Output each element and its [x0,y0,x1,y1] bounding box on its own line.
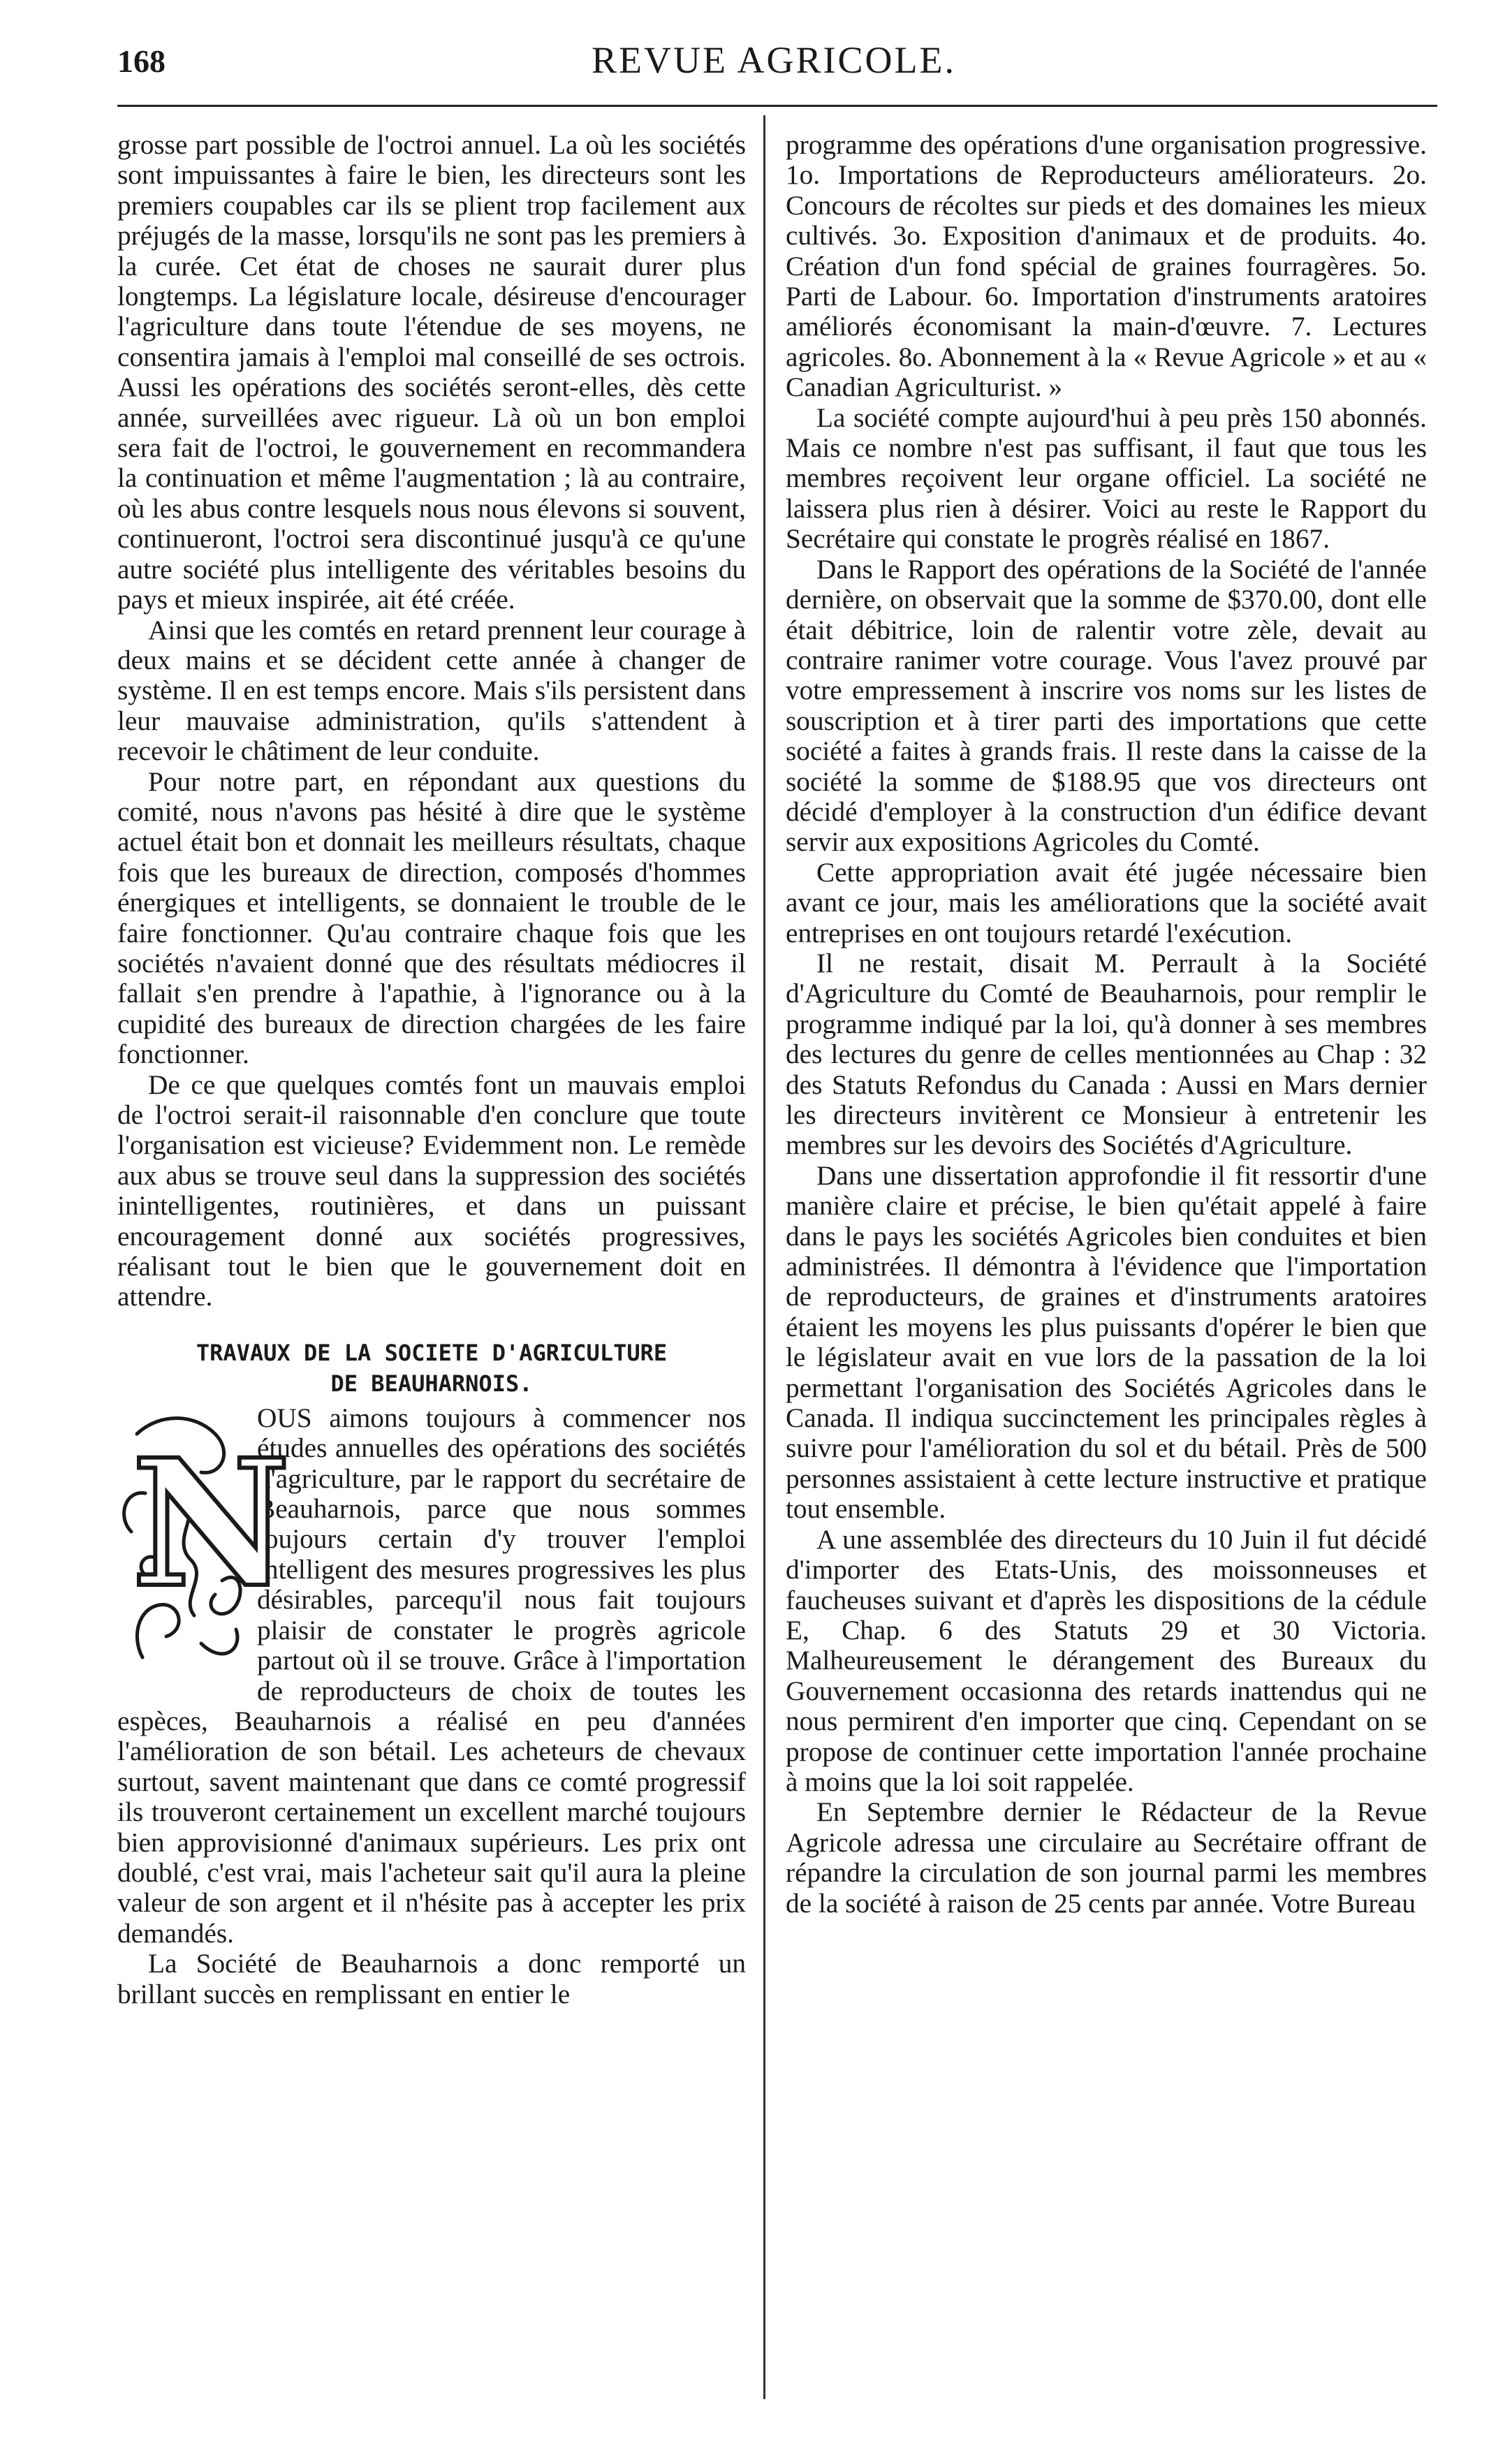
ornamental-dropcap [117,1406,291,1680]
paragraph: Ainsi que les comtés en retard prennent leur courage à deux mains et se décident cette année à changer de système. Il en est temps encore. Mais s'ils persistent dans leur mauvaise administration, qu'ils s'attendent à recevoir le châtiment de leur conduite. [117,614,746,767]
paragraph: Il ne restait, disait M. Perrault à la Société d'Agriculture du Comté de Beauharnois, pour remplir le programme indiqué par la loi, qu'à donner à ses membres des lectures du genre de celles mentionnées au Chap : 32 des Statuts Refondus du Canada : Aussi en Mars dernier les directeurs invitèrent ce Monsieur à entretenir les membres sur les devoirs des Sociétés d'Agriculture. [786,947,1427,1161]
page-number: 168 [117,43,166,79]
left-column [117,130,746,2009]
column-divider [763,115,765,2399]
paragraph: programme des opérations d'une organisation progressive. 1o. Importations de Reproducteurs améliorateurs. 2o. Concours de récoltes sur pieds et des domaines les mieux cultivés. 3o. Exposition d'animaux et de produits. 4o. Création d'un fond spécial de graines fourragères. 5o. Parti de Labour. 6o. Importation d'instruments aratoires améliorés économisant la main-d'œuvre. 7. Lectures agricoles. 8o. Abonnement à la « Revue Agricole » et au « Canadian Agriculturist. » [786,129,1427,403]
paragraph: A une assemblée des directeurs du 10 Juin il fut décidé d'importer des Etats-Unis, des moissonneuses et faucheuses suivant et d'après les dispositions de la cédule E, Chap. 6 des Statuts 29 et 30 Victoria. Malheureusement le dérangement des Bureaux du Gouvernement occasionna des retards inattendus qui ne nous permirent d'en importer que cinq. Cependant on se propose de continuer cette importation l'année prochaine à moins que la loi soit rappelée. [786,1523,1427,1797]
paragraph: En Septembre dernier le Rédacteur de la Revue Agricole adressa une circulaire au Secrétaire offrant de répandre la circulation de son journal parmi les membres de la société à raison de 25 cents par année. Votre Bureau [786,1796,1427,1919]
paragraph: De ce que quelques comtés font un mauvais emploi de l'octroi serait-il raisonnable d'en conclure que toute l'organisation est vicieuse? Evidemment non. Le remède aux abus se trouve seul dans la suppression des sociétés inintelligentes, routinières, et dans un puissant encouragement donné aux sociétés progressives, réalisant tout le bien que le gouvernement doit en attendre. [117,1069,746,1312]
journal-title: REVUE AGRICOLE. [592,39,956,81]
right-column [786,130,1427,1919]
paragraph: grosse part possible de l'octroi annuel. La où les sociétés sont impuissantes à faire le bien, les directeurs sont les premiers coupables car ils se plient trop facilement aux préjugés de la masse, lorsqu'ils ne sont pas les premiers à la curée. Cet état de choses ne saurait durer plus longtemps. La législature locale, désireuse d'encourager l'agriculture dans toute l'étendue de ses moyens, ne consentira jamais à l'emploi mal conseillé de ses octrois. Aussi les opérations des sociétés seront-elles, dès cette année, surveillées avec rigueur. Là où un bon emploi sera fait de l'octroi, le gouvernement en recommandera la continuation et même l'augmentation ; là au contraire, où les abus contre lesquels nous nous élevons si souvent, continueront, l'octroi sera discontinué jusqu'à ce qu'une autre société plus intelligente des véritables besoins du pays et mieux inspirée, ait été créée. [117,129,746,615]
paragraph: OUS aimons toujours à commencer nos études annuelles des opérations des sociétés d'agriculture, par le rapport du secrétaire de Beauharnois, parce que nous sommes toujours certain d'y trouver l'emploi intelligent des mesures progressives les plus désirables, parcequ'il nous fait toujours plaisir de constater le progrès agricole partout où il se trouve. Grâce à l'importation de reproducteurs de choix de toutes les espèces, Beauharnois a réalisé en peu d'années l'amélioration de son bétail. Les acheteurs de chevaux surtout, savent maintenant que dans ce comté progressif ils trouveront certainement un excellent marché toujours bien approvisionné d'animaux supérieurs. Les prix ont doublé, c'est vrai, mais l'acheteur sait qu'il aura la pleine valeur de son argent et il n'hésite pas à accepter les prix demandés. [117,1402,746,1949]
running-head [117,38,1430,94]
section-heading-line: TRAVAUX DE LA SOCIETE D'AGRICULTURE [196,1339,668,1366]
paragraph: La société compte aujourd'hui à peu près 150 abonnés. Mais ce nombre n'est pas suffisant, il faut que tous les membres reçoivent leur organe officiel. La société ne laissera plus rien à désirer. Voici au reste le Rapport du Secrétaire qui constate le progrès réalisé en 1867. [786,402,1427,555]
paragraph: La Société de Beauharnois a donc remporté un brillant succès en remplissant en entier le [117,1948,746,2009]
paragraph: Dans une dissertation approfondie il fit ressortir d'une manière claire et précise, le bien qu'était appelé à faire dans le pays les sociétés Agricoles bien conduites et bien administrées. Il démontra à l'évidence que l'importation de reproducteurs, de graines et d'instruments aratoires étaient les moyens les plus puissants d'opérer le bien que le législateur avait en vue lors de la passation de la loi permettant l'organisation des Sociétés Agricoles dans le Canada. Il indiqua succinctement les principales règles à suivre pour l'amélioration du sol et du bétail. Près de 500 personnes assistaient à cette lecture instructive et pratique tout ensemble. [786,1159,1427,1525]
section-heading [117,1338,746,1399]
paragraph: Cette appropriation avait été jugée nécessaire bien avant ce jour, mais les améliorations que la société avait entreprises en ont toujours retardé l'exécution. [786,856,1427,948]
section-heading-line: DE BEAUHARNOIS. [330,1370,533,1397]
paragraph: Pour notre part, en répondant aux questions du comité, nous n'avons pas hésité à dire que le système actuel était bon et donnait les meilleurs résultats, chaque fois que les bureaux de direction, composés d'hommes énergiques et intelligents, se donnaient le trouble de le faire fonctionner. Qu'au contraire chaque fois que les sociétés n'avaient donné que des résultats médiocres il fallait s'en prendre à l'apathie, à l'ignorance ou à la cupidité des bureaux de direction chargées de les faire fonctionner. [117,765,746,1070]
paragraph: Dans le Rapport des opérations de la Société de l'année dernière, on observait que la somme de $370.00, dont elle était débitrice, loin de ralentir votre zèle, devait au contraire ranimer votre courage. Vous l'avez prouvé par votre empressement à inscrire vos noms sur les listes de souscription et à tirer parti des importations que cette société a faites à grands frais. Il reste dans la caisse de la société la somme de $188.95 que vos directeurs ont décidé d'employer à la construction d'un édifice devant servir aux expositions Agricoles du Comté. [786,553,1427,858]
header-rule [117,105,1437,107]
dropcap-letter: N [131,1420,291,1626]
